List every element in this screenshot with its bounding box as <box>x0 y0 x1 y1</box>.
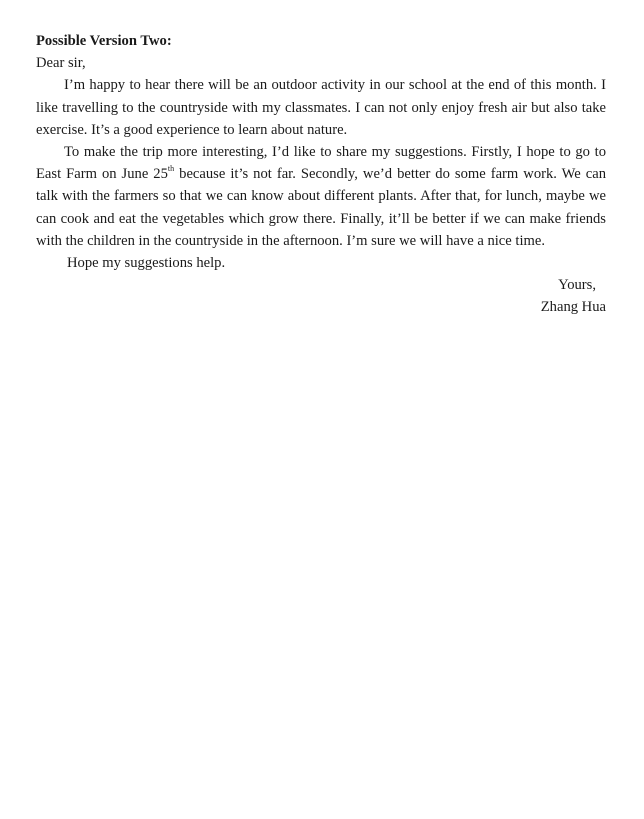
version-heading: Possible Version Two: <box>36 33 172 49</box>
suggestions-text-start: To make the trip more interesting, I’d like to share my suggestions. Firstly, I hope to go to East Farm on June 25 <box>36 144 606 183</box>
date-ordinal-suffix: th <box>167 164 175 174</box>
paragraph-hope: Hope my suggestions help. <box>67 255 226 272</box>
suggestions-text-end: because it’s not far. Secondly, we’d better do some farm work. We can talk with the farmers so that we can know about different plants. After that, for lunch, maybe we can cook and eat the vegetables which grow there. Finally, it’ll be better if we can make friends with the children in the countryside in the afternoon. I’m sure we will have a nice time. <box>36 166 606 249</box>
closing: Yours, <box>558 277 596 294</box>
paragraph-intro: I’m happy to hear there will be an outdoor activity in our school at the end of this month. I like travelling to the countryside with my classmates. I can not only enjoy fresh air but also take exercise. It’s a good experience to learn about nature. <box>36 77 606 138</box>
salutation: Dear sir, <box>36 55 86 72</box>
paragraph-suggestions <box>36 141 606 252</box>
letter-page <box>36 30 606 319</box>
signature: Zhang Hua <box>540 299 606 316</box>
